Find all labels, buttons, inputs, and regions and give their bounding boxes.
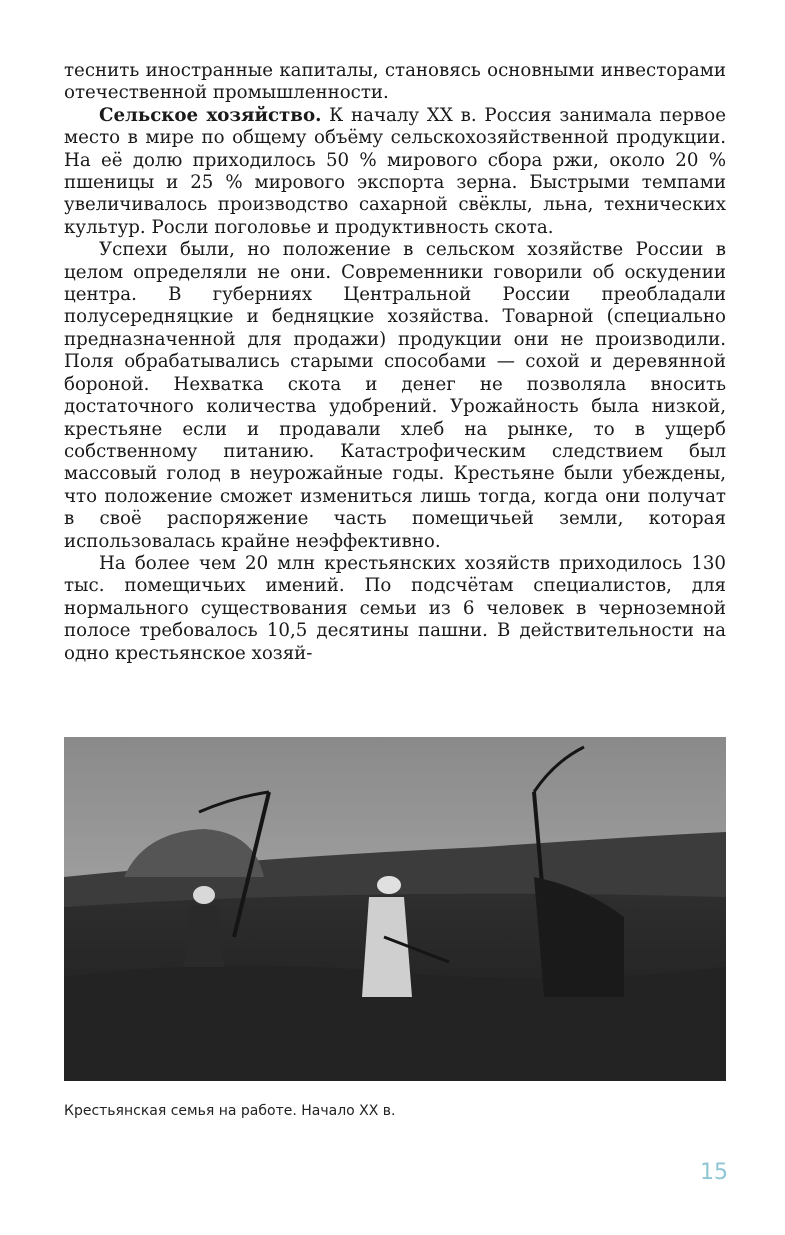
- paragraph-text: теснить иностранные капиталы, становясь основными инвесторами отечественной промышленности.: [64, 60, 726, 104]
- paragraph-continuation: [64, 60, 726, 105]
- photo-illustration: [64, 737, 726, 1081]
- paragraph-agriculture: [64, 105, 726, 239]
- paragraph-successes: [64, 239, 726, 553]
- paragraph-households: [64, 553, 726, 665]
- body-text: [64, 60, 726, 665]
- section-heading: Сельское хозяйство.: [99, 104, 322, 126]
- photo-peasants-harvesting: [64, 737, 726, 1081]
- paragraph-text: К началу XX в. Россия занимала первое место в мире по общему объёму сельскохозяйственной продукции. На её долю приходилось 50 % мирового сбора ржи, около 20 % пшеницы и 25 % мирового экспорта зерна. Быстрыми темпами увеличивалось производство сахарной свёклы, льна, технических культур. Росли поголовье и продуктивность скота.: [64, 104, 726, 238]
- paragraph-text: Успехи были, но положение в сельском хозяйстве России в целом определяли не они. Современники говорили об оскудении центра. В губерниях Центральной России преобладали полусередняцкие и бедняцкие хозяйства. Товарной (специально предназначенной для продажи) продукции они не производили. Поля обрабатывались старыми способами — сохой и деревянной бороной. Нехватка скота и денег не позволяла вносить достаточного количества удобрений. Урожайность была низкой, крестьяне если и продавали хлеб на рынке, то в ущерб собственному питанию. Катастрофическим следствием был массовый голод в неурожайные годы. Крестьяне были убеждены, что положение сможет измениться лишь тогда, когда они получат в своё распоряжение часть помещичьей земли, которая использовалась крайне неэффективно.: [64, 239, 726, 552]
- page-number: 15: [700, 1160, 728, 1185]
- paragraph-text: На более чем 20 млн крестьянских хозяйств приходилось 130 тыс. помещичьих имений. По подсчётам специалистов, для нормального существования семьи из 6 человек в черноземной полосе требовалось 10,5 десятины пашни. В действительности на одно крестьянское хозяй-: [64, 552, 726, 664]
- photo-caption: Крестьянская семья на работе. Начало XX в.: [64, 1103, 396, 1119]
